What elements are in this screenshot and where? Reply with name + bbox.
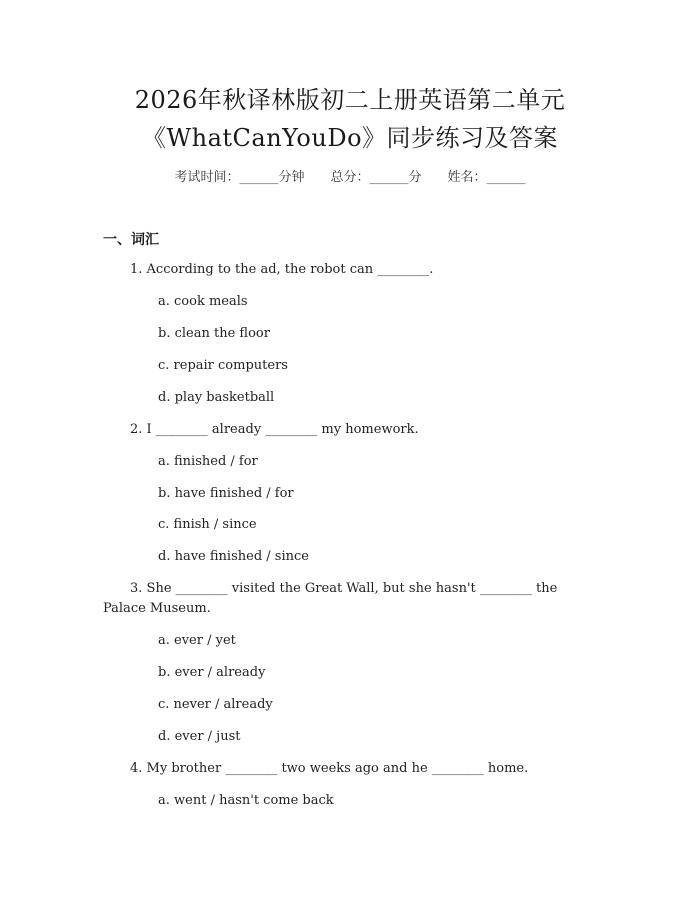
- question-1-stem: 1. According to the ad, the robot can ________.: [130, 262, 434, 277]
- section-heading: 一、词汇: [103, 232, 159, 248]
- question-2-option-b: b. have finished / for: [158, 486, 294, 501]
- question-2-stem: 2. I ________ already ________ my homework.: [130, 422, 419, 437]
- question-4-option-a: a. went / hasn't come back: [158, 793, 334, 808]
- exam-meta: [0, 169, 700, 187]
- question-3-option-b: b. ever / already: [158, 665, 266, 680]
- question-2-option-a: a. finished / for: [158, 454, 258, 469]
- question-2-option-d: d. have finished / since: [158, 549, 309, 564]
- question-3-option-d: d. ever / just: [158, 729, 241, 744]
- question-4-stem: 4. My brother ________ two weeks ago and he ________ home.: [130, 761, 529, 776]
- question-2-option-c: c. finish / since: [158, 517, 257, 532]
- exam-time: 考试时间：______分钟: [174, 170, 305, 185]
- question-3-option-a: a. ever / yet: [158, 633, 236, 648]
- question-1-option-d: d. play basketball: [158, 390, 275, 405]
- question-3-option-c: c. never / already: [158, 697, 273, 712]
- page-title-line-1: 2026年秋译林版初二上册英语第二单元: [134, 86, 566, 114]
- exam-name: 姓名：______: [447, 170, 526, 185]
- question-3-stem: 3. She ________ visited the Great Wall, but she hasn't ________ the: [130, 581, 558, 596]
- exam-score: 总分：______分: [330, 170, 422, 185]
- page-title-line-2: 《WhatCanYouDo》同步练习及答案: [141, 124, 559, 152]
- question-1-option-b: b. clean the floor: [158, 326, 270, 341]
- question-1-option-a: a. cook meals: [158, 294, 248, 309]
- question-1-option-c: c. repair computers: [158, 358, 288, 373]
- question-3-stem-continued: Palace Museum.: [103, 601, 211, 616]
